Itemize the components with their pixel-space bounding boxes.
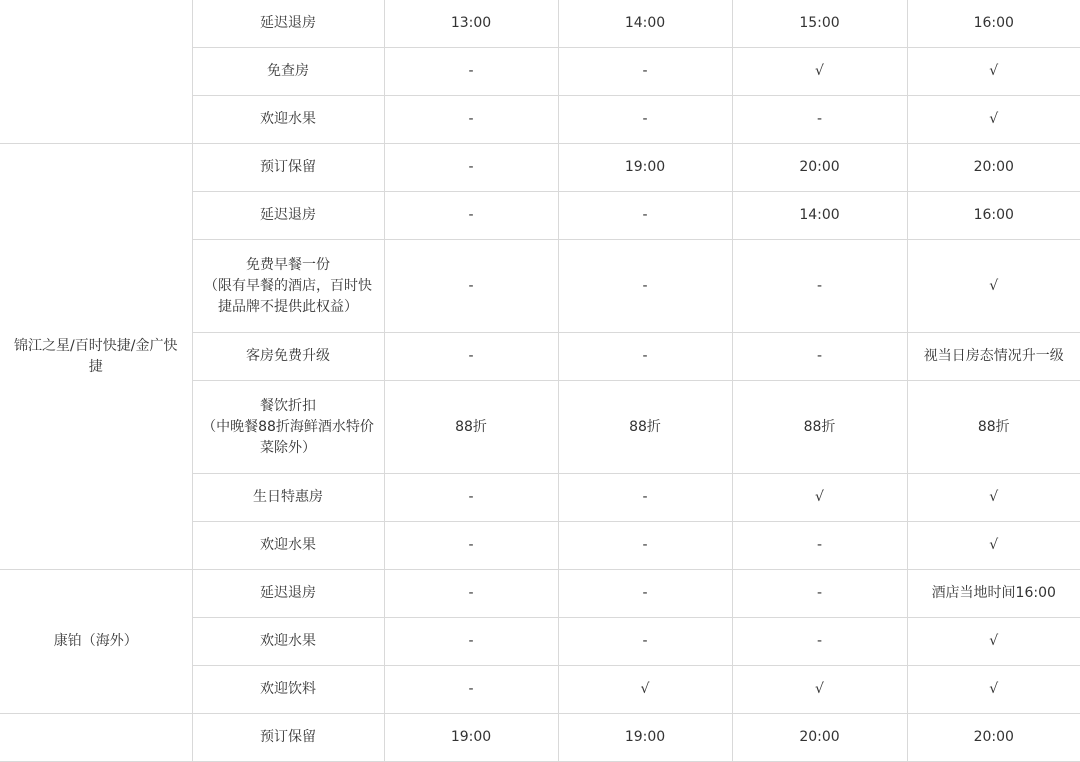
benefit-name-cell: 餐饮折扣 （中晚餐88折海鲜酒水特价菜除外） [192,381,384,474]
tier-value-cell-1: - [384,333,558,381]
tier-value-cell-2: 19:00 [558,714,732,762]
tier-value-cell-3: - [732,96,907,144]
tier-value-cell-3: 20:00 [732,714,907,762]
tier-value-cell-4: 88折 [907,381,1080,474]
tier-value-cell-2: 19:00 [558,144,732,192]
tier-value-cell-3: 14:00 [732,192,907,240]
tier-value-cell-2: - [558,48,732,96]
tier-value-cell-4: √ [907,618,1080,666]
tier-value-cell-4: √ [907,48,1080,96]
brand-group-cell: 康铂（海外） [0,570,192,714]
brand-group-cell [0,714,192,762]
tier-value-cell-4: √ [907,96,1080,144]
tier-value-cell-3: 88折 [732,381,907,474]
tier-value-cell-3: 15:00 [732,0,907,48]
tier-value-cell-1: - [384,666,558,714]
benefit-name-cell: 延迟退房 [192,192,384,240]
tier-value-cell-1: - [384,96,558,144]
tier-value-cell-3: √ [732,48,907,96]
tier-value-cell-3: - [732,240,907,333]
benefit-name-cell: 欢迎水果 [192,618,384,666]
tier-value-cell-2: 14:00 [558,0,732,48]
table-row [0,570,1080,618]
tier-value-cell-2: - [558,618,732,666]
tier-value-cell-1: - [384,192,558,240]
tier-value-cell-4: √ [907,666,1080,714]
tier-value-cell-1: 19:00 [384,714,558,762]
tier-value-cell-3: - [732,618,907,666]
tier-value-cell-2: - [558,96,732,144]
tier-value-cell-4: 16:00 [907,192,1080,240]
tier-value-cell-3: 20:00 [732,144,907,192]
benefit-name-cell: 客房免费升级 [192,333,384,381]
tier-value-cell-1: 13:00 [384,0,558,48]
tier-value-cell-3: - [732,522,907,570]
tier-value-cell-1: - [384,474,558,522]
tier-value-cell-1: - [384,522,558,570]
benefit-name-cell: 延迟退房 [192,570,384,618]
benefit-name-cell: 延迟退房 [192,0,384,48]
tier-value-cell-2: - [558,192,732,240]
tier-value-cell-3: - [732,333,907,381]
tier-value-cell-4: √ [907,522,1080,570]
tier-value-cell-2: 88折 [558,381,732,474]
tier-value-cell-4: 酒店当地时间16:00 [907,570,1080,618]
tier-value-cell-4: 16:00 [907,0,1080,48]
benefit-name-cell: 免查房 [192,48,384,96]
table-row [0,144,1080,192]
benefit-name-cell: 生日特惠房 [192,474,384,522]
tier-value-cell-3: - [732,570,907,618]
tier-value-cell-2: - [558,333,732,381]
tier-value-cell-4: 20:00 [907,144,1080,192]
tier-value-cell-2: - [558,570,732,618]
table-row [0,714,1080,762]
benefit-name-cell: 预订保留 [192,144,384,192]
brand-group-cell [0,0,192,144]
tier-value-cell-4: √ [907,474,1080,522]
tier-value-cell-1: - [384,570,558,618]
tier-value-cell-1: - [384,48,558,96]
tier-value-cell-4: √ [907,240,1080,333]
table-row [0,0,1080,48]
tier-value-cell-4: 视当日房态情况升一级 [907,333,1080,381]
tier-value-cell-1: - [384,618,558,666]
benefit-name-cell: 免费早餐一份 （限有早餐的酒店，百时快捷品牌不提供此权益） [192,240,384,333]
benefit-name-cell: 欢迎饮料 [192,666,384,714]
tier-value-cell-1: - [384,240,558,333]
tier-value-cell-3: √ [732,666,907,714]
tier-value-cell-1: 88折 [384,381,558,474]
tier-value-cell-3: √ [732,474,907,522]
brand-group-cell: 锦江之星/百时快捷/金广快捷 [0,144,192,570]
tier-value-cell-2: √ [558,666,732,714]
tier-value-cell-1: - [384,144,558,192]
benefit-name-cell: 欢迎水果 [192,522,384,570]
tier-value-cell-2: - [558,474,732,522]
tier-value-cell-2: - [558,522,732,570]
tier-value-cell-4: 20:00 [907,714,1080,762]
benefit-name-cell: 预订保留 [192,714,384,762]
tier-value-cell-2: - [558,240,732,333]
benefit-name-cell: 欢迎水果 [192,96,384,144]
